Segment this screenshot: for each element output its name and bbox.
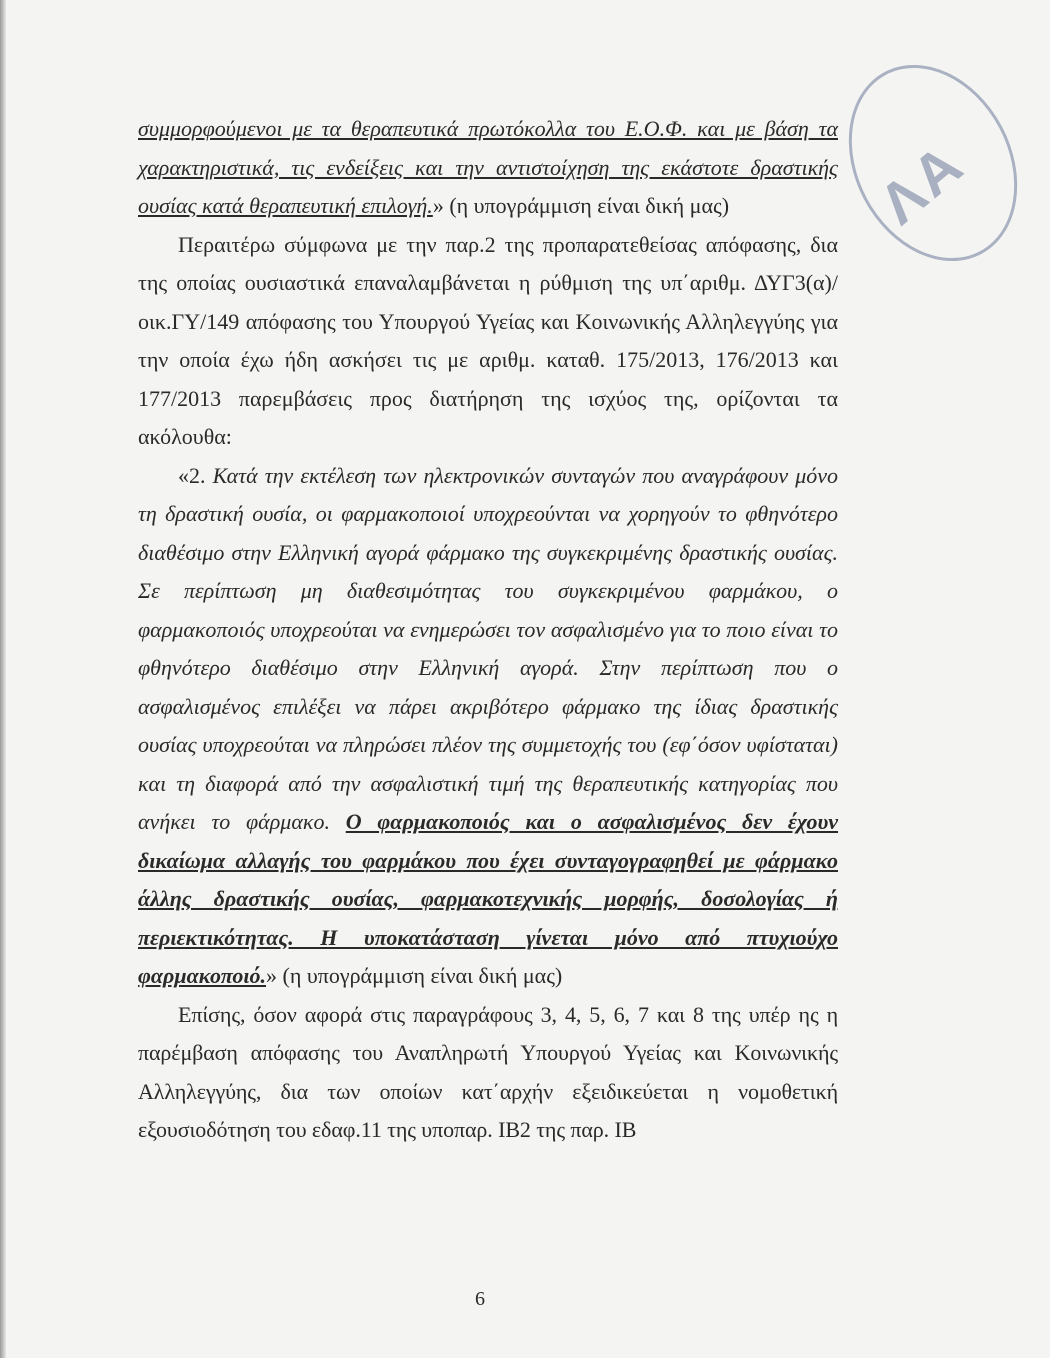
quote-open: «2. (178, 462, 213, 488)
paragraph-paragraphs-3-8: Επίσης, όσον αφορά στις παραγράφους 3, 4, 5, 6, 7 και 8 της υπέρ ης η παρέμβαση απόφασης του Αναπληρωτή Υπουργού Υγείας και Κοινωνικής Αλληλεγγύης, δια των οποίων κατ΄αρχήν εξειδικεύεται η νομοθετική εξουσιοδότηση του εδαφ.11 της υποπαρ. ΙΒ2 της παρ. ΙΒ (138, 1001, 838, 1142)
document-body (138, 110, 838, 1150)
stamp-text: ΛΑ (867, 130, 978, 237)
paragraph-quote-end (138, 110, 838, 226)
scan-edge (0, 0, 6, 1358)
quote-article-2-emphasis: Ο φαρμακοποιός και ο ασφαλισμένος δεν έχουν δικαίωμα αλλαγής του φαρμάκου που έχει συνταγογραφηθεί με φάρμακο άλλης δραστικής ουσίας, φαρμακοτεχνικής μορφής, δοσολογίας ή περιεκτικότητας. Η υποκατάσταση γίνεται μόνο από πτυχιούχο φαρμακοποιό. (138, 809, 838, 988)
paragraph-quote-article-2 (138, 457, 838, 996)
paragraph-decision-reference: Περαιτέρω σύμφωνα με την παρ.2 της προπαρατεθείσας απόφασης, δια της οποίας ουσιαστικά επαναλαμβάνεται η ρύθμιση της υπ΄αριθμ. ΔΥΓ3(α)/οικ.ΓΥ/149 απόφασης του Υπουργού Υγείας και Κοινωνικής Αλληλεγγύης για την οποία έχω ήδη ασκήσει τις με αριθμ. καταθ. 175/2013, 176/2013 και 177/2013 παρεμβάσεις προς διατήρηση της ισχύος της, ορίζονται τα ακόλουθα: (138, 231, 838, 449)
quote-article-2-text: Κατά την εκτέλεση των ηλεκτρονικών συνταγών που αναγράφουν μόνο τη δραστική ουσία, οι φαρμακοποιοί υποχρεούνται να χορηγούν το φθηνότερο διαθέσιμο στην Ελληνική αγορά φάρμακο της συγκεκριμένης δραστικής ουσίας. Σε περίπτωση μη διαθεσιμότητας του συγκεκριμένου φαρμάκου, ο φαρμακοποιός υποχρεούται να ενημερώσει τον ασφαλισμένο για το ποιο είναι το φθηνότερο διαθέσιμο στην Ελληνική αγορά. Στην περίπτωση που ο ασφαλισμένος επιλέξει να πάρει ακριβότερο φάρμακο της ίδιας δραστικής ουσίας υποχρεούται να πληρώσει πλέον της συμμετοχής του (εφ΄όσον υφίσταται) και τη διαφορά από την ασφαλιστική τιμή της θεραπευτικής κατηγορίας που ανήκει το φάρμακο. (138, 462, 839, 834)
emphasis-note-2: » (η υπογράμμιση είναι δική μας) (266, 963, 563, 988)
quote-continuation: συμμορφούμενοι με τα θεραπευτικά πρωτόκολλα του Ε.Ο.Φ. και με βάση τα χαρακτηριστικά, τις ενδείξεις και την αντιστοίχηση της εκάστοτε δραστικής ουσίας κατά θεραπευτική επιλογή. (138, 116, 838, 218)
page-number: 6 (475, 1288, 485, 1310)
emphasis-note-1: » (η υπογράμμιση είναι δική μας) (432, 193, 730, 218)
